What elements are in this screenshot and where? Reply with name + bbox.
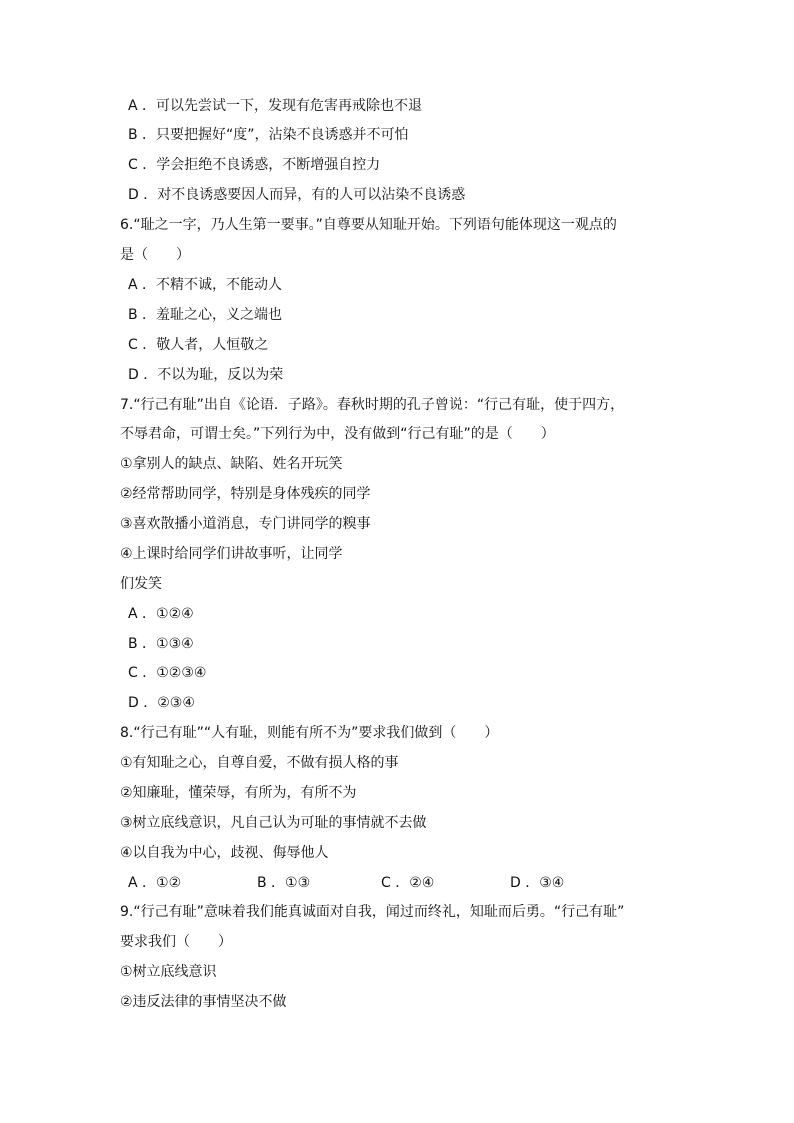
q7-item-3: ③喜欢散播小道消息，专门讲同学的糗事 <box>120 516 371 532</box>
q6-option-a: A ．不精不诚，不能动人 <box>128 277 283 293</box>
q8-item-4: ④以自我为中心，歧视、侮辱他人 <box>120 845 329 861</box>
q7-stem-line1: 7.“行己有耻”出自《论语．子路》。春秋时期的孔子曾说：“行己有耻，使于四方， <box>120 397 625 413</box>
q6-stem-line1: 6.“耻之一字，乃人生第一要事。”自尊要从知耻开始。下列语句能体现这一观点的 <box>120 217 617 233</box>
q9-item-1: ①树立底线意识 <box>120 964 217 980</box>
q8-option-a: A ．①② <box>128 875 182 891</box>
q5-option-a: A ．可以先尝试一下，发现有危害再戒除也不退 <box>128 98 423 114</box>
q9-stem-line2: 要求我们（ ） <box>120 934 232 950</box>
q6-option-b: B ．羞耻之心，义之端也 <box>128 307 283 323</box>
q7-item-4: ④上课时给同学们讲故事听，让同学 <box>120 546 343 562</box>
q7-option-a: A ．①②④ <box>128 606 194 622</box>
q7-option-b: B ．①③④ <box>128 636 194 652</box>
q8-option-b: B ．①③ <box>257 875 311 891</box>
q8-option-c: C ．②④ <box>381 875 435 891</box>
q6-stem-line2: 是（ ） <box>120 247 190 263</box>
q7-option-c: C ．①②③④ <box>128 665 207 681</box>
q7-item-4-cont: 们发笑 <box>120 576 162 592</box>
q9-stem-line1: 9.“行己有耻”意味着我们能真诚面对自我，闻过而终礼，知耻而后勇。“行己有耻” <box>120 904 625 920</box>
q6-option-c: C ．敬人者，人恒敬之 <box>128 337 269 353</box>
q8-item-2: ②知廉耻，懂荣辱，有所为，有所不为 <box>120 785 357 801</box>
q8-item-3: ③树立底线意识，凡自己认为可耻的事情就不去做 <box>120 815 427 831</box>
q8-item-1: ①有知耻之心，自尊自爱，不做有损人格的事 <box>120 755 399 771</box>
q6-option-d: D ．不以为耻，反以为荣 <box>128 367 284 383</box>
q7-stem-line2: 不辱君命，可谓士矣。”下列行为中，没有做到“行己有耻”的是（ ） <box>120 426 555 442</box>
q7-item-2: ②经常帮助同学，特别是身体残疾的同学 <box>120 486 371 502</box>
q7-item-1: ①拿别人的缺点、缺陷、姓名开玩笑 <box>120 456 343 472</box>
q5-option-b: B ．只要把握好“度”，沾染不良诱惑并不可怕 <box>128 127 409 143</box>
q9-item-2: ②违反法律的事情坚决不做 <box>120 994 287 1010</box>
q8-stem: 8.“行己有耻”“人有耻，则能有所不为”要求我们做到（ ） <box>120 725 499 741</box>
q7-option-d: D ．②③④ <box>128 695 195 711</box>
q5-option-c: C ．学会拒绝不良诱惑，不断增强自控力 <box>128 157 381 173</box>
q8-option-d: D ．③④ <box>510 875 565 891</box>
q5-option-d: D ．对不良诱惑要因人而异，有的人可以沾染不良诱惑 <box>128 187 466 203</box>
